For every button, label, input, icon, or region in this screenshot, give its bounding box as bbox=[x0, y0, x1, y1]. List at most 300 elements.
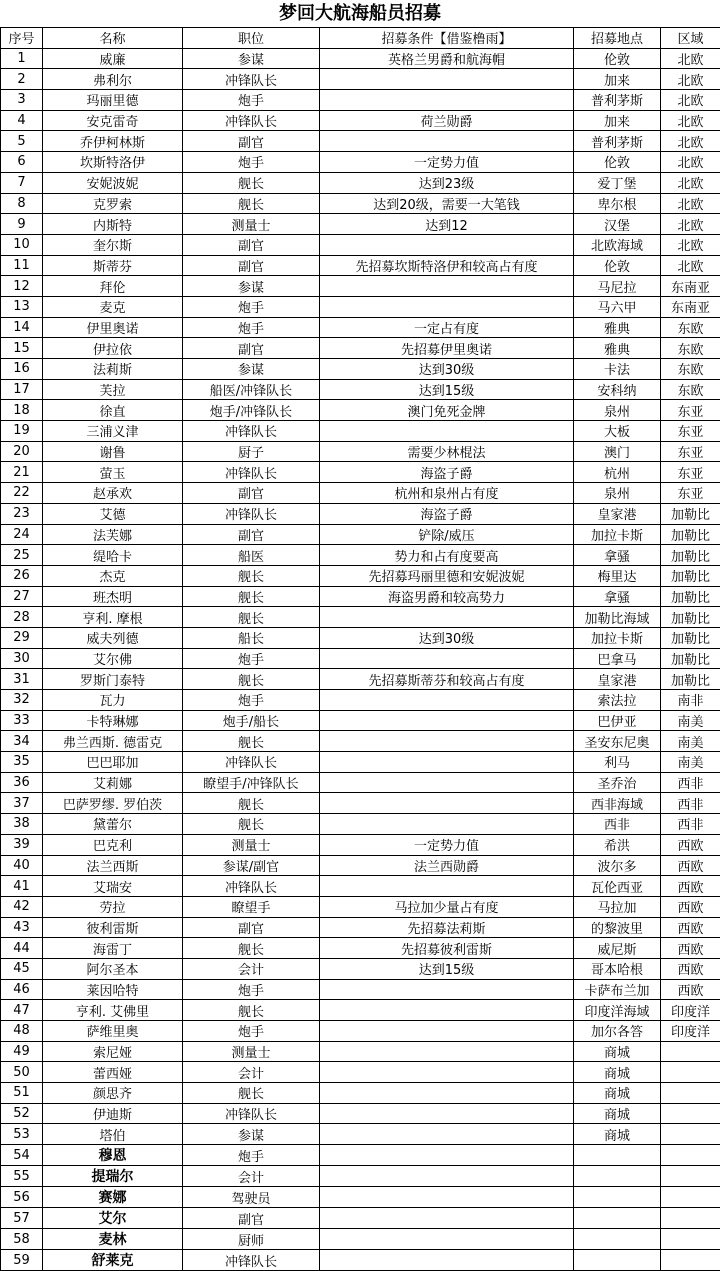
table-row bbox=[1, 1083, 720, 1104]
cell-location: 的黎波里 bbox=[574, 917, 661, 938]
cell-location: 商城 bbox=[574, 1041, 661, 1062]
cell-position: 副官 bbox=[183, 338, 320, 359]
cell-condition: 杭州和泉州占有度 bbox=[320, 483, 574, 504]
cell-name: 艾尔佛 bbox=[43, 648, 183, 669]
cell-region: 西欧 bbox=[661, 896, 720, 917]
cell-region: 加勒比 bbox=[661, 627, 720, 648]
cell-position: 会计 bbox=[183, 1062, 320, 1083]
cell-location: 加尔各答 bbox=[574, 1021, 661, 1042]
cell-name: 萨维里奥 bbox=[43, 1021, 183, 1042]
cell-region: 加勒比 bbox=[661, 545, 720, 566]
table-row bbox=[1, 421, 720, 442]
cell-index: 3 bbox=[1, 90, 43, 111]
cell-name: 亨利. 摩根 bbox=[43, 607, 183, 628]
cell-condition bbox=[320, 276, 574, 297]
cell-condition: 达到15级 bbox=[320, 379, 574, 400]
table-row bbox=[1, 1021, 720, 1042]
cell-condition bbox=[320, 876, 574, 897]
cell-region: 南非 bbox=[661, 690, 720, 711]
table-row bbox=[1, 276, 720, 297]
table-row bbox=[1, 834, 720, 855]
table-row bbox=[1, 855, 720, 876]
cell-condition bbox=[320, 752, 574, 773]
cell-location: 巴拿马 bbox=[574, 648, 661, 669]
cell-condition: 达到12 bbox=[320, 214, 574, 235]
cell-index: 9 bbox=[1, 214, 43, 235]
table-row bbox=[1, 110, 720, 131]
table-row bbox=[1, 296, 720, 317]
cell-region: 北欧 bbox=[661, 131, 720, 152]
cell-location bbox=[574, 1250, 661, 1271]
cell-condition bbox=[320, 1062, 574, 1083]
table-row bbox=[1, 1250, 720, 1271]
cell-location: 加来 bbox=[574, 110, 661, 131]
cell-region: 北欧 bbox=[661, 172, 720, 193]
cell-index: 55 bbox=[1, 1166, 43, 1187]
cell-location: 哥本哈根 bbox=[574, 958, 661, 979]
cell-region: 东欧 bbox=[661, 379, 720, 400]
table-row bbox=[1, 731, 720, 752]
table-row bbox=[1, 503, 720, 524]
cell-location: 泉州 bbox=[574, 400, 661, 421]
cell-index: 11 bbox=[1, 255, 43, 276]
cell-position: 副官 bbox=[183, 131, 320, 152]
cell-region: 南美 bbox=[661, 731, 720, 752]
table-row bbox=[1, 69, 720, 90]
cell-location: 利马 bbox=[574, 752, 661, 773]
cell-location: 商城 bbox=[574, 1124, 661, 1145]
cell-region: 北欧 bbox=[661, 255, 720, 276]
cell-condition: 达到23级 bbox=[320, 172, 574, 193]
cell-position: 瞭望手 bbox=[183, 896, 320, 917]
cell-condition bbox=[320, 1124, 574, 1145]
cell-position: 厨师 bbox=[183, 1229, 320, 1250]
table-row bbox=[1, 752, 720, 773]
cell-region: 印度洋 bbox=[661, 1000, 720, 1021]
cell-index: 46 bbox=[1, 979, 43, 1000]
table-row bbox=[1, 958, 720, 979]
cell-position: 炮手/冲锋队长 bbox=[183, 400, 320, 421]
cell-region: 北欧 bbox=[661, 152, 720, 173]
cell-condition bbox=[320, 793, 574, 814]
cell-index: 32 bbox=[1, 690, 43, 711]
cell-region: 北欧 bbox=[661, 214, 720, 235]
cell-location bbox=[574, 1145, 661, 1166]
cell-location: 商城 bbox=[574, 1103, 661, 1124]
cell-position: 会计 bbox=[183, 1166, 320, 1187]
cell-index: 12 bbox=[1, 276, 43, 297]
cell-name: 克罗索 bbox=[43, 193, 183, 214]
table-row bbox=[1, 876, 720, 897]
table-row bbox=[1, 1229, 720, 1250]
table-row bbox=[1, 462, 720, 483]
table-row bbox=[1, 1187, 720, 1208]
cell-name: 颜思齐 bbox=[43, 1083, 183, 1104]
cell-condition: 达到30级 bbox=[320, 359, 574, 380]
table-row bbox=[1, 234, 720, 255]
cell-position: 炮手 bbox=[183, 1021, 320, 1042]
cell-index: 18 bbox=[1, 400, 43, 421]
cell-name: 法兰西斯 bbox=[43, 855, 183, 876]
cell-name: 伊里奥诺 bbox=[43, 317, 183, 338]
cell-location: 马六甲 bbox=[574, 296, 661, 317]
cell-position: 舰长 bbox=[183, 193, 320, 214]
cell-index: 31 bbox=[1, 669, 43, 690]
cell-region: 加勒比 bbox=[661, 669, 720, 690]
cell-index: 42 bbox=[1, 896, 43, 917]
header-index: 序号 bbox=[1, 28, 43, 49]
cell-condition: 势力和占有度要高 bbox=[320, 545, 574, 566]
cell-location: 拿骚 bbox=[574, 545, 661, 566]
cell-location: 汉堡 bbox=[574, 214, 661, 235]
cell-name: 威廉 bbox=[43, 48, 183, 69]
cell-condition: 法兰西勋爵 bbox=[320, 855, 574, 876]
cell-index: 43 bbox=[1, 917, 43, 938]
table-row bbox=[1, 1000, 720, 1021]
cell-location: 卡萨布兰加 bbox=[574, 979, 661, 1000]
cell-position: 测量士 bbox=[183, 1041, 320, 1062]
cell-name: 艾瑞安 bbox=[43, 876, 183, 897]
cell-position: 会计 bbox=[183, 958, 320, 979]
cell-name: 麦林 bbox=[43, 1229, 183, 1250]
table-row bbox=[1, 690, 720, 711]
cell-location: 加来 bbox=[574, 69, 661, 90]
cell-index: 25 bbox=[1, 545, 43, 566]
cell-name: 芙拉 bbox=[43, 379, 183, 400]
cell-condition bbox=[320, 710, 574, 731]
cell-index: 51 bbox=[1, 1083, 43, 1104]
cell-name: 弗利尔 bbox=[43, 69, 183, 90]
cell-condition bbox=[320, 1250, 574, 1271]
cell-position: 舰长 bbox=[183, 565, 320, 586]
cell-index: 53 bbox=[1, 1124, 43, 1145]
cell-region: 加勒比 bbox=[661, 607, 720, 628]
cell-name: 法芙娜 bbox=[43, 524, 183, 545]
cell-position: 副官 bbox=[183, 483, 320, 504]
cell-condition bbox=[320, 814, 574, 835]
cell-name: 巴克利 bbox=[43, 834, 183, 855]
cell-position: 副官 bbox=[183, 917, 320, 938]
cell-condition bbox=[320, 1021, 574, 1042]
cell-name: 安克雷奇 bbox=[43, 110, 183, 131]
cell-location: 澳门 bbox=[574, 441, 661, 462]
cell-position: 冲锋队长 bbox=[183, 876, 320, 897]
cell-name: 内斯特 bbox=[43, 214, 183, 235]
cell-region bbox=[661, 1187, 720, 1208]
cell-name: 彼利雷斯 bbox=[43, 917, 183, 938]
cell-location: 皇家港 bbox=[574, 669, 661, 690]
cell-position: 炮手 bbox=[183, 1145, 320, 1166]
cell-position: 炮手 bbox=[183, 152, 320, 173]
cell-location: 拿骚 bbox=[574, 586, 661, 607]
cell-position: 舰长 bbox=[183, 172, 320, 193]
cell-index: 35 bbox=[1, 752, 43, 773]
cell-position: 炮手 bbox=[183, 317, 320, 338]
cell-index: 57 bbox=[1, 1208, 43, 1229]
cell-index: 5 bbox=[1, 131, 43, 152]
cell-condition: 先招募伊里奥诺 bbox=[320, 338, 574, 359]
cell-condition: 达到30级 bbox=[320, 627, 574, 648]
cell-location: 波尔多 bbox=[574, 855, 661, 876]
table-row bbox=[1, 193, 720, 214]
cell-condition: 海盗子爵 bbox=[320, 503, 574, 524]
table-row bbox=[1, 896, 720, 917]
table-row bbox=[1, 607, 720, 628]
table-row bbox=[1, 772, 720, 793]
cell-position: 参谋 bbox=[183, 1124, 320, 1145]
cell-location: 北欧海域 bbox=[574, 234, 661, 255]
cell-region: 西欧 bbox=[661, 938, 720, 959]
cell-position: 驾驶员 bbox=[183, 1187, 320, 1208]
table-row bbox=[1, 441, 720, 462]
cell-region: 西非 bbox=[661, 772, 720, 793]
cell-position: 副官 bbox=[183, 524, 320, 545]
cell-region: 东亚 bbox=[661, 400, 720, 421]
cell-location: 雅典 bbox=[574, 317, 661, 338]
header-row bbox=[1, 28, 720, 49]
cell-region: 东欧 bbox=[661, 338, 720, 359]
cell-index: 39 bbox=[1, 834, 43, 855]
cell-region: 西欧 bbox=[661, 855, 720, 876]
cell-name: 缇哈卡 bbox=[43, 545, 183, 566]
cell-position: 舰长 bbox=[183, 814, 320, 835]
cell-condition: 荷兰勋爵 bbox=[320, 110, 574, 131]
cell-location: 索法拉 bbox=[574, 690, 661, 711]
header-name: 名称 bbox=[43, 28, 183, 49]
cell-location: 卑尔根 bbox=[574, 193, 661, 214]
cell-position: 副官 bbox=[183, 255, 320, 276]
table-row bbox=[1, 255, 720, 276]
cell-index: 13 bbox=[1, 296, 43, 317]
cell-position: 舰长 bbox=[183, 1083, 320, 1104]
cell-name: 奎尔斯 bbox=[43, 234, 183, 255]
cell-name: 玛丽里德 bbox=[43, 90, 183, 111]
cell-condition bbox=[320, 1166, 574, 1187]
cell-location bbox=[574, 1208, 661, 1229]
cell-index: 50 bbox=[1, 1062, 43, 1083]
cell-region bbox=[661, 1229, 720, 1250]
table-row bbox=[1, 1124, 720, 1145]
cell-index: 17 bbox=[1, 379, 43, 400]
cell-index: 22 bbox=[1, 483, 43, 504]
cell-location: 伦敦 bbox=[574, 152, 661, 173]
table-row bbox=[1, 90, 720, 111]
table-row bbox=[1, 710, 720, 731]
cell-location: 瓦伦西亚 bbox=[574, 876, 661, 897]
cell-location: 印度洋海域 bbox=[574, 1000, 661, 1021]
cell-name: 乔伊柯林斯 bbox=[43, 131, 183, 152]
cell-position: 船长 bbox=[183, 627, 320, 648]
table-row bbox=[1, 379, 720, 400]
cell-region: 加勒比 bbox=[661, 648, 720, 669]
cell-name: 法莉斯 bbox=[43, 359, 183, 380]
cell-index: 41 bbox=[1, 876, 43, 897]
cell-condition: 铲除/威压 bbox=[320, 524, 574, 545]
cell-position: 舰长 bbox=[183, 607, 320, 628]
cell-region: 西非 bbox=[661, 814, 720, 835]
cell-position: 参谋 bbox=[183, 48, 320, 69]
cell-index: 56 bbox=[1, 1187, 43, 1208]
cell-region: 北欧 bbox=[661, 110, 720, 131]
cell-name: 海雷丁 bbox=[43, 938, 183, 959]
cell-name: 麦克 bbox=[43, 296, 183, 317]
cell-condition bbox=[320, 1000, 574, 1021]
cell-region: 东亚 bbox=[661, 441, 720, 462]
cell-position: 参谋 bbox=[183, 359, 320, 380]
cell-position: 冲锋队长 bbox=[183, 1103, 320, 1124]
cell-region: 加勒比 bbox=[661, 524, 720, 545]
cell-name: 阿尔圣本 bbox=[43, 958, 183, 979]
cell-region: 西欧 bbox=[661, 834, 720, 855]
cell-location: 泉州 bbox=[574, 483, 661, 504]
cell-index: 4 bbox=[1, 110, 43, 131]
cell-index: 6 bbox=[1, 152, 43, 173]
cell-position: 炮手 bbox=[183, 648, 320, 669]
cell-region bbox=[661, 1124, 720, 1145]
cell-location: 商城 bbox=[574, 1062, 661, 1083]
cell-condition bbox=[320, 607, 574, 628]
table-row bbox=[1, 1145, 720, 1166]
cell-condition bbox=[320, 979, 574, 1000]
cell-condition bbox=[320, 1041, 574, 1062]
cell-index: 19 bbox=[1, 421, 43, 442]
cell-location: 威尼斯 bbox=[574, 938, 661, 959]
cell-region: 东亚 bbox=[661, 421, 720, 442]
cell-index: 59 bbox=[1, 1250, 43, 1271]
cell-condition bbox=[320, 69, 574, 90]
table-row bbox=[1, 1208, 720, 1229]
cell-index: 37 bbox=[1, 793, 43, 814]
cell-location: 商城 bbox=[574, 1083, 661, 1104]
cell-name: 卡特琳娜 bbox=[43, 710, 183, 731]
cell-index: 33 bbox=[1, 710, 43, 731]
table-row bbox=[1, 669, 720, 690]
cell-name: 莱因哈特 bbox=[43, 979, 183, 1000]
cell-location: 伦敦 bbox=[574, 48, 661, 69]
cell-name: 拜伦 bbox=[43, 276, 183, 297]
cell-name: 亨利. 艾佛里 bbox=[43, 1000, 183, 1021]
cell-name: 伊迪斯 bbox=[43, 1103, 183, 1124]
cell-region: 北欧 bbox=[661, 193, 720, 214]
table-row bbox=[1, 400, 720, 421]
cell-region: 北欧 bbox=[661, 48, 720, 69]
cell-region: 北欧 bbox=[661, 234, 720, 255]
cell-region: 加勒比 bbox=[661, 503, 720, 524]
cell-location: 圣乔治 bbox=[574, 772, 661, 793]
cell-region: 西非 bbox=[661, 793, 720, 814]
cell-condition: 一定势力值 bbox=[320, 152, 574, 173]
cell-index: 10 bbox=[1, 234, 43, 255]
cell-condition bbox=[320, 1187, 574, 1208]
cell-position: 冲锋队长 bbox=[183, 462, 320, 483]
cell-index: 48 bbox=[1, 1021, 43, 1042]
cell-condition: 需要少林棍法 bbox=[320, 441, 574, 462]
cell-position: 副官 bbox=[183, 234, 320, 255]
cell-region: 加勒比 bbox=[661, 586, 720, 607]
cell-region: 东欧 bbox=[661, 359, 720, 380]
table-row bbox=[1, 814, 720, 835]
table-row bbox=[1, 793, 720, 814]
cell-region: 加勒比 bbox=[661, 565, 720, 586]
table-row bbox=[1, 648, 720, 669]
cell-index: 34 bbox=[1, 731, 43, 752]
cell-name: 萤玉 bbox=[43, 462, 183, 483]
cell-index: 21 bbox=[1, 462, 43, 483]
cell-position: 参谋 bbox=[183, 276, 320, 297]
table-row bbox=[1, 152, 720, 173]
cell-condition: 一定占有度 bbox=[320, 317, 574, 338]
table-body bbox=[1, 48, 720, 1270]
cell-index: 58 bbox=[1, 1229, 43, 1250]
cell-region: 西欧 bbox=[661, 979, 720, 1000]
cell-index: 1 bbox=[1, 48, 43, 69]
cell-location: 希洪 bbox=[574, 834, 661, 855]
cell-region: 西欧 bbox=[661, 958, 720, 979]
cell-position: 冲锋队长 bbox=[183, 503, 320, 524]
cell-position: 冲锋队长 bbox=[183, 110, 320, 131]
cell-location: 普利茅斯 bbox=[574, 131, 661, 152]
table-row bbox=[1, 524, 720, 545]
cell-position: 炮手/船长 bbox=[183, 710, 320, 731]
cell-region: 南美 bbox=[661, 752, 720, 773]
cell-condition: 先招募彼利雷斯 bbox=[320, 938, 574, 959]
cell-position: 厨子 bbox=[183, 441, 320, 462]
table-row bbox=[1, 545, 720, 566]
table-row bbox=[1, 1166, 720, 1187]
cell-condition: 先招募法莉斯 bbox=[320, 917, 574, 938]
cell-position: 测量士 bbox=[183, 834, 320, 855]
cell-region: 北欧 bbox=[661, 69, 720, 90]
cell-region: 东亚 bbox=[661, 483, 720, 504]
cell-condition bbox=[320, 1229, 574, 1250]
cell-condition bbox=[320, 1145, 574, 1166]
cell-location: 西非海域 bbox=[574, 793, 661, 814]
cell-region: 北欧 bbox=[661, 90, 720, 111]
cell-condition bbox=[320, 772, 574, 793]
cell-position: 炮手 bbox=[183, 979, 320, 1000]
cell-index: 38 bbox=[1, 814, 43, 835]
cell-position: 船医/冲锋队长 bbox=[183, 379, 320, 400]
cell-region bbox=[661, 1208, 720, 1229]
cell-position: 舰长 bbox=[183, 731, 320, 752]
cell-condition: 马拉加少量占有度 bbox=[320, 896, 574, 917]
cell-index: 30 bbox=[1, 648, 43, 669]
table-row bbox=[1, 917, 720, 938]
cell-index: 14 bbox=[1, 317, 43, 338]
cell-condition: 达到15级 bbox=[320, 958, 574, 979]
cell-location: 雅典 bbox=[574, 338, 661, 359]
cell-name: 班杰明 bbox=[43, 586, 183, 607]
cell-name: 安妮波妮 bbox=[43, 172, 183, 193]
cell-location: 马尼拉 bbox=[574, 276, 661, 297]
cell-position: 舰长 bbox=[183, 1000, 320, 1021]
cell-index: 24 bbox=[1, 524, 43, 545]
cell-name: 塔伯 bbox=[43, 1124, 183, 1145]
cell-name: 巴巴耶加 bbox=[43, 752, 183, 773]
cell-name: 穆恩 bbox=[43, 1145, 183, 1166]
cell-position: 参谋/副官 bbox=[183, 855, 320, 876]
cell-position: 炮手 bbox=[183, 296, 320, 317]
cell-location: 大板 bbox=[574, 421, 661, 442]
cell-name: 斯蒂芬 bbox=[43, 255, 183, 276]
cell-position: 炮手 bbox=[183, 690, 320, 711]
cell-condition: 英格兰男爵和航海帽 bbox=[320, 48, 574, 69]
cell-location: 圣安东尼奥 bbox=[574, 731, 661, 752]
cell-region: 西欧 bbox=[661, 917, 720, 938]
cell-position: 舰长 bbox=[183, 938, 320, 959]
table-row bbox=[1, 586, 720, 607]
cell-position: 舰长 bbox=[183, 669, 320, 690]
